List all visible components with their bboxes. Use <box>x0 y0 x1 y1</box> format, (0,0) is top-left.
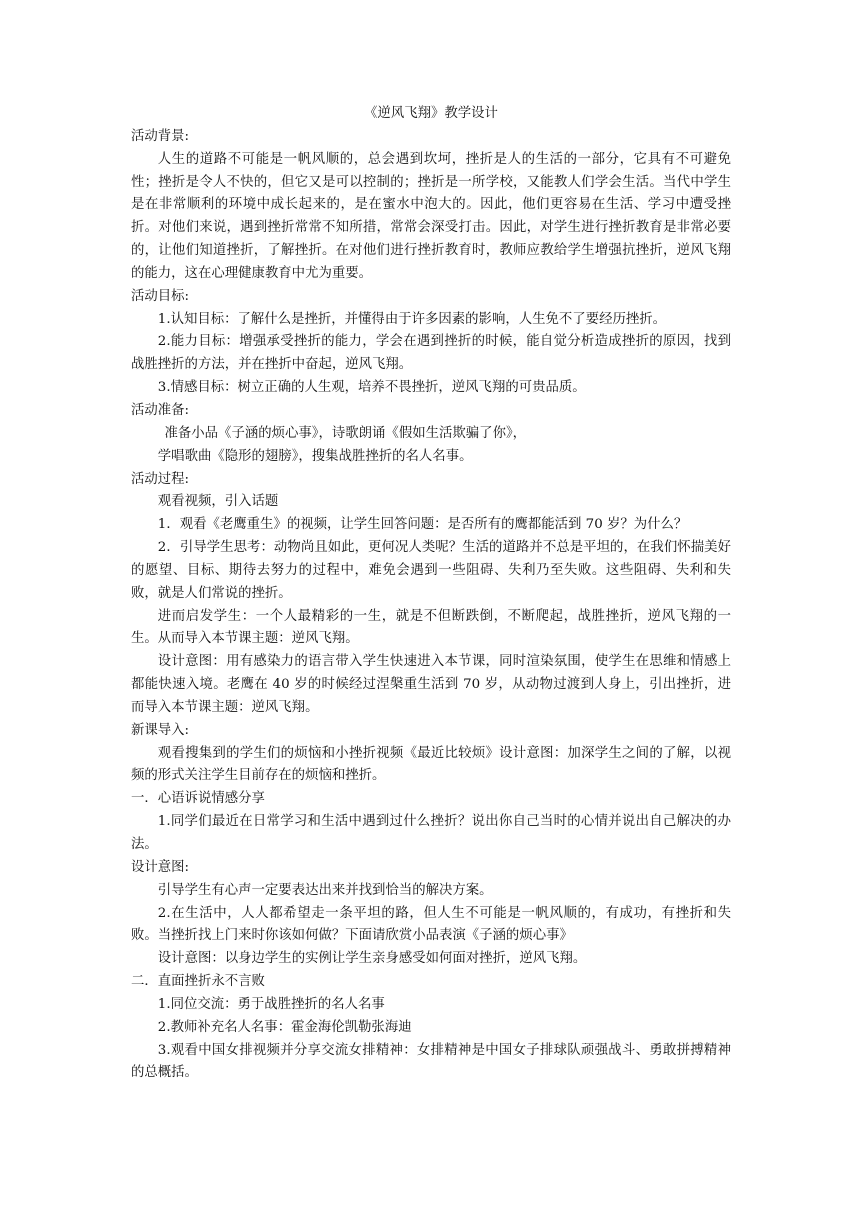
part-1-item-2: 2.在生活中，人人都希望走一条平坦的路，但人生不可能是一帆风顺的，有成功，有挫折和失败。当挫折找上门来时你该如何做？下面请欣赏小品表演《子涵的烦心事》 <box>131 905 731 944</box>
section-heading-part-1: 一．心语诉说情感分享 <box>131 791 265 807</box>
process-step-2: 2．引导学生思考：动物尚且如此，更何况人类呢？生活的道路并不总是平坦的，在我们怀揣美好的愿望、目标、期待去努力的过程中，难免会遇到一些阻碍、失利乃至失败。这些阻碍、失利和失败，就是人们常说的挫折。 <box>131 540 731 601</box>
background-paragraph: 人生的道路不可能是一帆风顺的，总会遇到坎坷，挫折是人的生活的一部分，它具有不可避免性；挫折是令人不快的，但它又是可以控制的；挫折是一所学校，又能教人们学会生活。当代中学生是在非常顺利的环境中成长起来的，是在蜜水中泡大的。因此，他们更容易在生活、学习中遭受挫折。对他们来说，遇到挫折常常不知所措，常常会深受打击。因此，对学生进行挫折教育是非常必要的，让他们知道挫折，了解挫折。在对他们进行挫折教育时，教师应教给学生增强抗挫折，逆风飞翔的能力，这在心理健康教育中尤为重要。 <box>131 151 731 281</box>
process-step-1: 1．观看《老鹰重生》的视频，让学生回答问题：是否所有的鹰都能活到 70 岁？为什么？ <box>157 517 688 533</box>
section-heading-background: 活动背景: <box>131 128 190 144</box>
process-design-intent: 设计意图：用有感染力的语言带入学生快速进入本节课，同时渲染氛围，使学生在思维和情感上都能快速入境。老鹰在 40 岁的时候经过涅槃重生活到 70 岁，从动物过渡到人身上，引出挫折，进而导入本节课主题：逆风飞翔。 <box>131 654 731 715</box>
process-inspire: 进而启发学生：一个人最精彩的一生，就是不但断跌倒，不断爬起，战胜挫折，逆风飞翔的一生。从而导入本节课主题：逆风飞翔。 <box>131 608 731 647</box>
document-page <box>131 103 731 1085</box>
part-1-item-1: 1.同学们最近在日常学习和生活中遇到过什么挫折？说出你自己当时的心情并说出自己解决的办法。 <box>131 814 731 852</box>
part-2-item-3: 3.观看中国女排视频并分享交流女排精神：女排精神是中国女子排球队顽强战斗、勇敢拼搏精神的总概括。 <box>131 1042 731 1081</box>
design-intent-line: 引导学生有心声一定要表达出来并找到恰当的解决方案。 <box>157 882 493 898</box>
preparation-line-2: 学唱歌曲《隐形的翅膀》，搜集战胜挫折的名人名事。 <box>157 448 473 464</box>
preparation-line-1: 准备小品《子涵的烦心事》，诗歌朗诵《假如生活欺骗了你》， <box>164 425 527 441</box>
section-heading-design-intent: 设计意图: <box>131 859 190 875</box>
goal-ability: 2.能力目标：增强承受挫折的能力，学会在遇到挫折的时候，能自觉分析造成挫折的原因，找到战胜挫折的方法，并在挫折中奋起，逆风飞翔。 <box>131 334 731 373</box>
section-heading-process: 活动过程: <box>131 471 190 487</box>
goal-emotional: 3.情感目标：树立正确的人生观，培养不畏挫折，逆风飞翔的可贵品质。 <box>157 380 586 396</box>
section-heading-preparation: 活动准备: <box>131 402 190 418</box>
part-2-item-1: 1.同位交流：勇于战胜挫折的名人名事 <box>157 996 385 1012</box>
document-title: 《逆风飞翔》教学设计 <box>364 106 498 121</box>
design-intent-line-2: 设计意图：以身边学生的实例让学生亲身感受如何面对挫折，逆风飞翔。 <box>157 951 587 967</box>
section-heading-new-lesson: 新课导入: <box>131 722 190 738</box>
process-intro: 观看视频，引入话题 <box>157 494 279 510</box>
part-2-item-2: 2.教师补充名人名事：霍金海伦凯勒张海迪 <box>157 1019 412 1035</box>
new-lesson-paragraph: 观看搜集到的学生们的烦恼和小挫折视频《最近比较烦》设计意图：加深学生之间的了解，以视频的形式关注学生目前存在的烦恼和挫折。 <box>131 745 731 784</box>
section-heading-goals: 活动目标: <box>131 288 190 304</box>
goal-cognitive: 1.认知目标：了解什么是挫折，并懂得由于许多因素的影响，人生免不了要经历挫折。 <box>157 311 667 327</box>
section-heading-part-2: 二．直面挫折永不言败 <box>131 974 265 990</box>
